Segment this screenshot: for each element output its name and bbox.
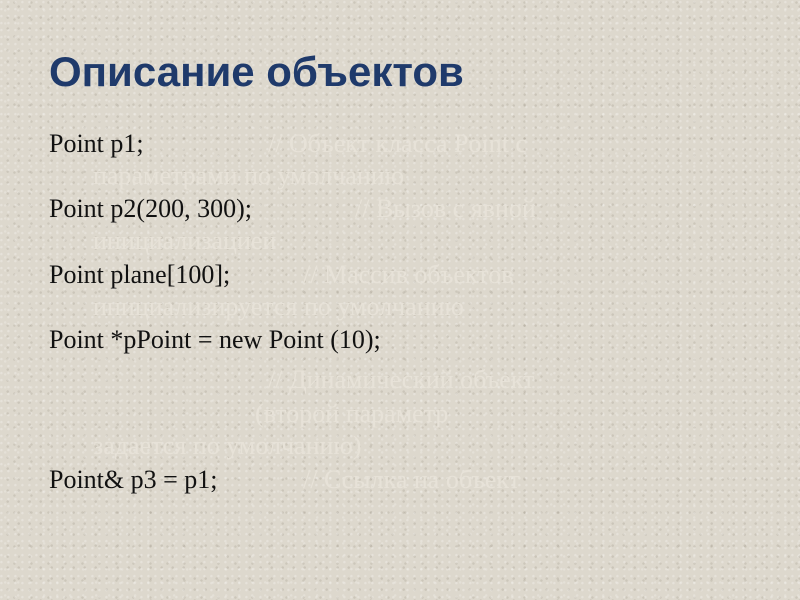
comment-ppoint-cont2: задается по умолчанию) <box>93 431 362 460</box>
comment-p1: // Объект класса Point с <box>268 129 527 158</box>
comment-p2-cont: инициализацией <box>93 226 277 255</box>
comment-plane: // Массив объектов <box>303 260 514 289</box>
code-line-p3: Point& p3 = p1; <box>49 465 218 494</box>
comment-plane-cont: инициализируется по умолчанию <box>93 292 464 321</box>
code-line-p1: Point p1; <box>49 129 144 158</box>
code-line-plane: Point plane[100]; <box>49 260 231 289</box>
comment-p1-cont: параметрами по умолчанию <box>93 161 405 190</box>
comment-p3: // Ссылка на объект <box>303 465 521 494</box>
code-line-p2: Point p2(200, 300); <box>49 194 252 223</box>
comment-p2: // Вызов с явной <box>355 194 536 223</box>
comment-ppoint: // Динамический объект <box>268 365 535 394</box>
code-line-ppoint: Point *pPoint = new Point (10); <box>49 325 381 354</box>
slide-title: Описание объектов <box>49 48 464 95</box>
comment-ppoint-cont1: (второй параметр <box>255 399 449 428</box>
